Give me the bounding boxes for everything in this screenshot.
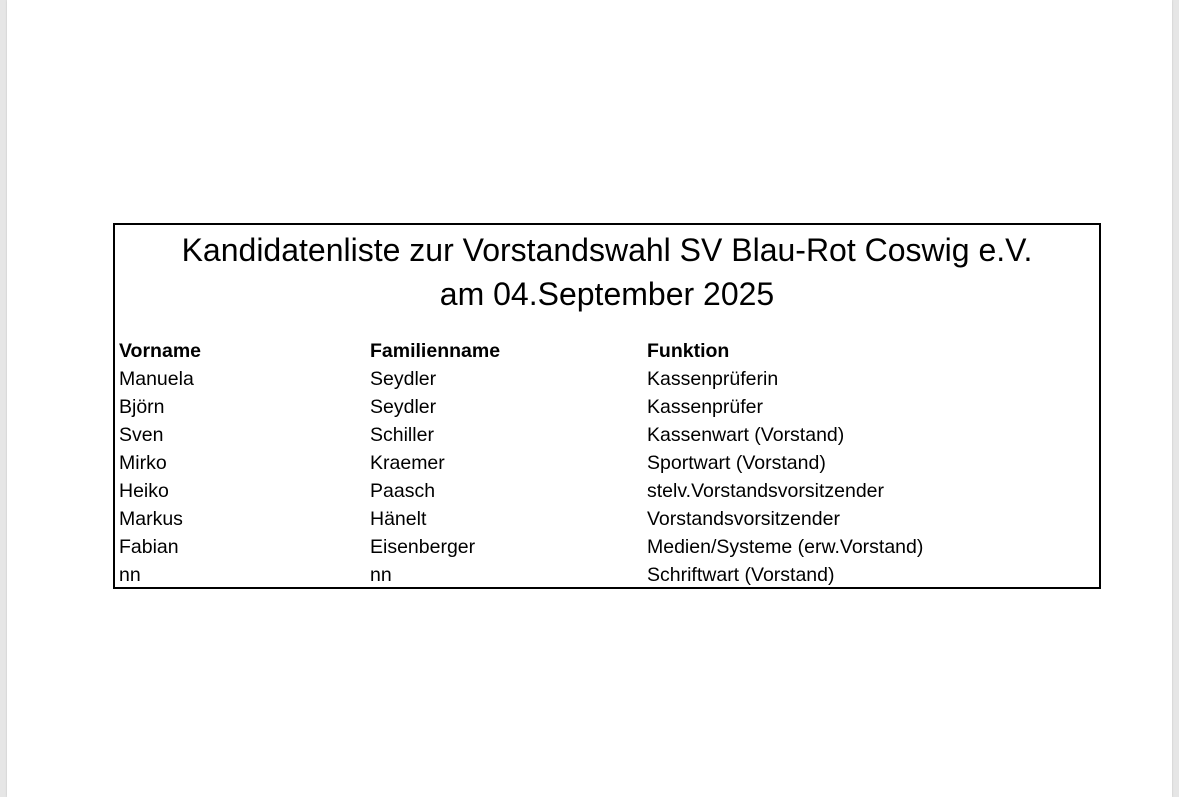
title-line-1: Kandidatenliste zur Vorstandswahl SV Blau-Rot Coswig e.V. xyxy=(181,232,1033,268)
document-title xyxy=(115,228,1099,316)
cell-familienname: Kraemer xyxy=(370,452,445,474)
cell-familienname: Hänelt xyxy=(370,508,427,530)
cell-funktion: Vorstandsvorsitzender xyxy=(647,508,840,530)
cell-vorname: Björn xyxy=(119,396,165,418)
cell-familienname: Seydler xyxy=(370,396,437,418)
header-vorname: Vorname xyxy=(119,340,201,362)
cell-funktion: Kassenwart (Vorstand) xyxy=(647,424,845,446)
cell-vorname: Markus xyxy=(119,508,183,530)
cell-funktion: Sportwart (Vorstand) xyxy=(647,452,826,474)
cell-vorname: Sven xyxy=(119,424,164,446)
cell-vorname: Mirko xyxy=(119,452,167,474)
header-funktion: Funktion xyxy=(647,340,730,362)
cell-funktion: Kassenprüferin xyxy=(647,368,779,390)
cell-funktion: Schriftwart (Vorstand) xyxy=(647,564,835,586)
cell-funktion: stelv.Vorstandsvorsitzender xyxy=(647,480,884,502)
header-familienname: Familienname xyxy=(370,340,501,362)
candidate-list-box xyxy=(113,223,1101,589)
cell-vorname: Manuela xyxy=(119,368,194,390)
title-line-2: am 04.September 2025 xyxy=(439,276,775,312)
cell-funktion: Kassenprüfer xyxy=(647,396,763,418)
cell-vorname: Fabian xyxy=(119,536,179,558)
cell-familienname: Schiller xyxy=(370,424,434,446)
cell-familienname: nn xyxy=(370,564,392,586)
document-page xyxy=(7,0,1172,797)
cell-familienname: Paasch xyxy=(370,480,436,502)
cell-familienname: Seydler xyxy=(370,368,437,390)
cell-familienname: Eisenberger xyxy=(370,536,476,558)
cell-vorname: nn xyxy=(119,564,141,586)
cell-vorname: Heiko xyxy=(119,480,169,502)
cell-funktion: Medien/Systeme (erw.Vorstand) xyxy=(647,536,924,558)
